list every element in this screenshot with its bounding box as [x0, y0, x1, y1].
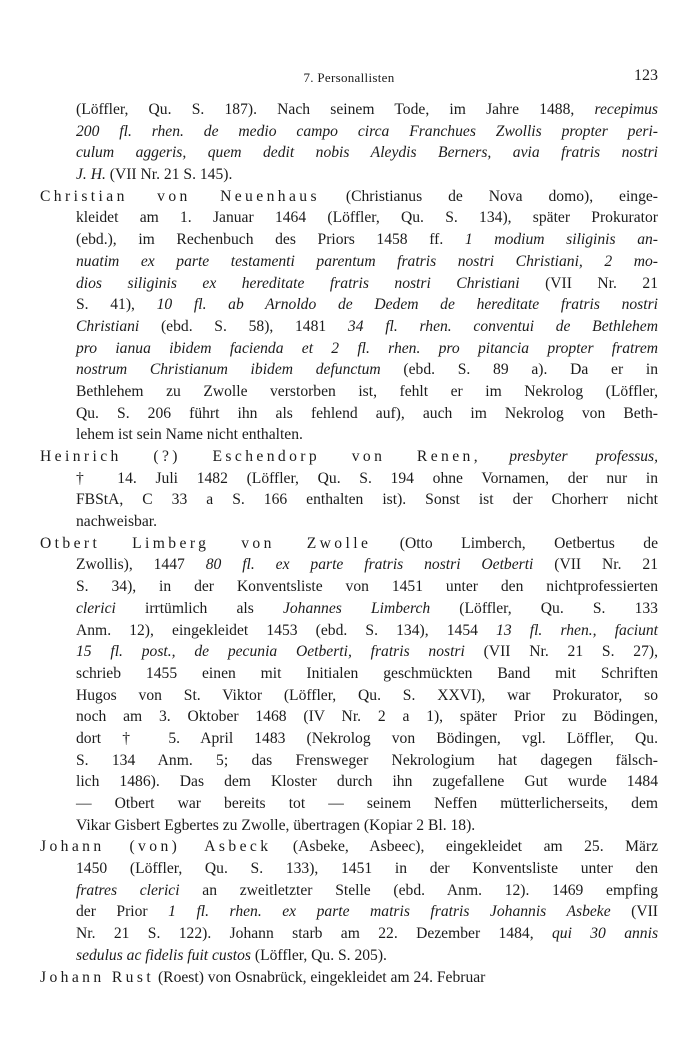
text-line [40, 164, 658, 186]
text-line [40, 403, 658, 425]
text-line [40, 316, 658, 338]
text-segment: (VII Nr. 21 S. 145). [105, 166, 233, 184]
text-line [40, 533, 658, 555]
text-segment: irrtümlich als [115, 599, 283, 617]
text-line [40, 706, 658, 728]
text-segment: Hugos von St. Viktor (Löffler, Qu. S. XXVI), war Prokurator, so [76, 686, 658, 704]
entry-name: Johann Rust [40, 968, 155, 986]
text-segment: † 14. Juli 1482 (Löffler, Qu. S. 194 ohne Vornamen, der nur in [76, 469, 658, 487]
text-segment: (ebd. S. 58), 1481 [139, 317, 348, 335]
text-line [40, 229, 658, 251]
latin-quote: pro ianua ibidem facienda et 2 fl. rhen. pro pitancia propter fratrem [76, 339, 658, 357]
entry-johann-asbeck [40, 836, 658, 966]
text-segment: (VII Nr. 21 S. 27), [464, 643, 658, 661]
text-segment: Nr. 21 S. 122). Johann starb am 22. Dezember 1484, [76, 925, 552, 943]
latin-quote: presbyter professus, [509, 448, 659, 465]
latin-quote: recepimus [594, 101, 658, 118]
text-line [40, 836, 658, 858]
text-line [40, 554, 658, 576]
latin-quote: fratres clerici [76, 881, 180, 899]
text-line [40, 620, 658, 642]
entry-name: Christian von Neuenhaus [40, 187, 320, 205]
text-line [40, 663, 658, 685]
latin-quote: 1 modium siliginis an- [464, 231, 658, 249]
latin-quote: 13 fl. rhen., faciunt [496, 621, 658, 639]
text-segment: — Otbert war bereits tot — seinem Neffen mütterlicherseits, dem [76, 795, 658, 812]
text-segment: kleidet am 1. Januar 1464 (Löffler, Qu. S. 134), später Prokurator [76, 209, 658, 227]
text-line [40, 576, 658, 598]
text-segment: der Prior [76, 903, 169, 921]
text-segment: (Löffler, Qu. S. 133 [430, 599, 658, 617]
latin-quote: J. H. [76, 166, 106, 184]
text-segment: S. 34), in der Konventsliste von 1451 unter den nichtprofessierten [76, 578, 658, 596]
text-line [40, 793, 658, 815]
text-segment: Qu. S. 206 führt ihn als fehlend auf), auch im Nekrolog von Beth- [76, 404, 658, 422]
entry-name: Otbert Limberg von Zwolle [40, 534, 372, 552]
text-segment: (VII Nr. 21 [519, 274, 659, 292]
text-line [40, 121, 658, 143]
text-segment: (Löffler, Qu. S. 187). Nach seinem Tode, im Jahre 1488, [76, 101, 595, 118]
entry-christian-von-neuenhaus [40, 186, 658, 446]
page-number: 123 [634, 67, 658, 84]
latin-quote: culum aggeris, quem dedit nobis Aleydis Berners, avia fratris nostri [76, 144, 658, 162]
text-segment: S. 134 Anm. 5; das Frensweger Nekrologium hat dagegen fälsch- [76, 751, 658, 769]
text-segment: 1450 (Löffler, Qu. S. 133), 1451 in der Konventsliste unter den [76, 860, 658, 878]
text-line [40, 99, 658, 121]
text-segment: (ebd. S. 89 a). Da er in [380, 361, 658, 379]
text-segment: (Roest) von Osnabrück, eingekleidet am 24. Februar [154, 968, 486, 986]
text-line [40, 901, 658, 923]
latin-quote: 15 fl. post., de pecunia Oetberti, fratris nostri [76, 643, 465, 661]
text-line [40, 186, 658, 208]
latin-quote: sedulus ac fidelis fuit custos [76, 946, 251, 964]
text-line [40, 728, 658, 750]
latin-quote: nuatim ex parte testamenti parentum fratris nostri Christiani, 2 mo- [76, 252, 658, 270]
text-segment: noch am 3. Oktober 1468 (IV Nr. 2 a 1), später Prior zu Bödingen, [76, 708, 658, 726]
text-line [40, 685, 658, 707]
text-line [40, 207, 658, 229]
text-segment: nachweisbar. [76, 513, 157, 531]
text-line [40, 511, 658, 533]
text-line [40, 251, 658, 273]
text-segment: (VII Nr. 21 [533, 556, 659, 574]
latin-quote: dios siliginis ex hereditate fratris nostri Christiani [76, 274, 520, 292]
latin-quote: 1 fl. rhen. ex parte matris fratris Johannis Asbeke [168, 903, 611, 921]
text-segment [481, 448, 509, 465]
text-line [40, 359, 658, 381]
text-line [40, 771, 658, 793]
text-line [40, 945, 658, 967]
text-line [40, 273, 658, 295]
text-segment: (Löffler, Qu. S. 205). [251, 946, 387, 964]
text-line [40, 815, 658, 837]
latin-quote: 200 fl. rhen. de medio campo circa Franchues Zwollis propter peri- [76, 122, 658, 140]
text-segment: Anm. 12), eingekleidet 1453 (ebd. S. 134), 1454 [76, 621, 497, 639]
text-segment: FBStA, C 33 a S. 166 enthalten ist). Sonst ist der Chorherr nicht [76, 491, 658, 509]
text-line [40, 338, 658, 360]
text-line [40, 923, 658, 945]
text-line [40, 424, 658, 446]
entry-name: Johann (von) Asbeck [40, 838, 272, 856]
text-segment: Zwollis), 1447 [76, 556, 206, 574]
entry-otbert-limberg [40, 533, 658, 837]
text-segment: lich 1486). Das dem Kloster durch ihn zugefallene Gut wurde 1484 [76, 773, 658, 791]
text-segment: dort † 5. April 1483 (Nekrolog von Bödingen, vgl. Löffler, Qu. [76, 729, 658, 747]
text-line [40, 468, 658, 490]
text-line [40, 294, 658, 316]
latin-quote: 10 fl. ab Arnoldo de Dedem de hereditate fratris nostri [156, 296, 658, 314]
entry-heinrich-eschendorp [40, 446, 658, 533]
latin-quote: 34 fl. rhen. conventui de Bethlehem [347, 317, 658, 335]
entry-continuation [40, 99, 658, 186]
text-segment: (Asbeke, Asbeec), eingekleidet am 25. März [271, 838, 658, 856]
page-header [40, 67, 658, 89]
text-segment: (VII [610, 903, 658, 921]
latin-quote: Christiani [76, 317, 140, 335]
page-body [40, 99, 658, 988]
text-segment: Vikar Gisbert Egbertes zu Zwolle, übertragen (Kopiar 2 Bl. 18). [76, 816, 476, 834]
text-line [40, 142, 658, 164]
entry-johann-rust [40, 967, 658, 989]
text-line [40, 598, 658, 620]
latin-quote: 80 fl. ex parte fratris nostri Oetberti [205, 556, 534, 574]
text-segment: lehem ist sein Name nicht enthalten. [76, 426, 303, 444]
text-line [40, 641, 658, 663]
text-line [40, 967, 658, 989]
text-line [40, 750, 658, 772]
text-segment: Bethlehem zu Zwolle verstorben ist, fehlt er im Nekrolog (Löffler, [76, 382, 658, 400]
text-segment: (Otto Limberch, Oetbertus de [371, 534, 658, 552]
text-segment: S. 41), [76, 296, 157, 314]
text-line [40, 446, 658, 468]
running-head: 7. Personallisten [303, 70, 395, 85]
latin-quote: Johannes Limberch [282, 599, 431, 617]
text-segment: schrieb 1455 einen mit Initialen geschmückten Band mit Schriften [76, 664, 658, 682]
latin-quote: clerici [76, 599, 116, 617]
text-line [40, 880, 658, 902]
text-segment: (ebd.), im Rechenbuch des Priors 1458 ff. [76, 231, 465, 249]
text-line [40, 489, 658, 511]
latin-quote: nostrum Christianum ibidem defunctum [76, 361, 381, 379]
text-segment: (Christianus de Nova domo), einge- [319, 187, 659, 205]
text-line [40, 381, 658, 403]
latin-quote: qui 30 annis [551, 925, 659, 943]
entry-name: Heinrich (?) Eschendorp von Renen, [40, 448, 482, 465]
text-line [40, 858, 658, 880]
text-segment: an zweitletzter Stelle (ebd. Anm. 12). 1469 empfing [179, 881, 659, 899]
